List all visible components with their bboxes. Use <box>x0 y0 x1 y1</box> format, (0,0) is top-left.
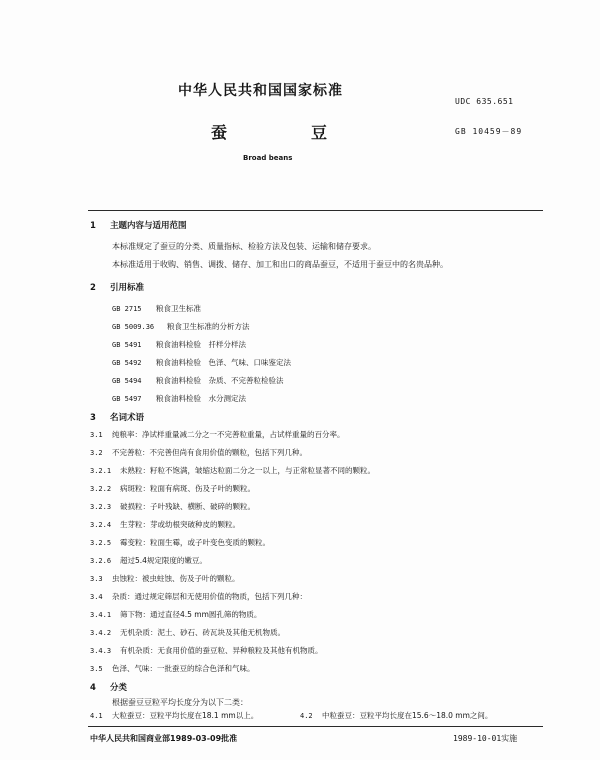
reference-item <box>112 321 250 332</box>
term-text: 杂质：通过规定筛层和无使用价值的物质，包括下列几种： <box>112 592 307 601</box>
term-number: 3.2 <box>90 449 103 457</box>
term-text: 未熟粒：籽粒不饱满，皱缩达粒面二分之一以上，与正常粒显著不同的颗粒。 <box>120 466 375 475</box>
term-number: 3.1 <box>90 431 103 439</box>
term-item <box>90 447 307 458</box>
term-item <box>90 573 240 584</box>
term-item <box>90 663 255 674</box>
title-char-1: 蚕 <box>211 123 228 142</box>
term-item <box>90 591 307 602</box>
ref-code: GB 5492 <box>112 359 142 367</box>
reference-item <box>112 393 246 404</box>
paragraph: 根据蚕豆豆粒平均长度分为以下二类： <box>112 698 248 707</box>
english-title: Broad beans <box>243 154 293 162</box>
ref-title: 粮食油料检验 扦样分样法 <box>156 340 246 349</box>
reference-item <box>112 303 201 314</box>
section-title: 分类 <box>110 683 128 693</box>
class-item <box>90 710 258 721</box>
reference-item <box>112 339 246 350</box>
term-text: 破损粒：子叶残缺、横断、破碎的颗粒。 <box>120 502 255 511</box>
section-number: 4 <box>90 683 96 693</box>
class-number: 4.2 <box>300 712 313 720</box>
term-number: 3.4.2 <box>90 629 112 637</box>
term-number: 3.4.1 <box>90 611 112 619</box>
term-item <box>90 645 323 656</box>
term-text: 病斑粒：粒面有病斑、伤及子叶的颗粒。 <box>120 484 255 493</box>
paragraph: 本标准适用于收购、销售、调拨、储存、加工和出口的商品蚕豆，不适用于蚕豆中的名贵品种。 <box>112 260 448 269</box>
section-3-heading <box>90 411 144 423</box>
term-text: 纯粮率：净试样重量减二分之一不完善粒重量，占试样重量的百分率。 <box>112 430 345 439</box>
udc-code: UDC 635.651 <box>455 97 514 106</box>
term-number: 3.2.3 <box>90 503 112 511</box>
section-number: 1 <box>90 221 96 231</box>
standard-org-title: 中华人民共和国国家标准 <box>178 83 343 99</box>
section-2-heading <box>90 281 144 293</box>
term-item <box>90 519 240 530</box>
term-item <box>90 483 255 494</box>
class-item <box>300 710 492 721</box>
term-text: 无机杂质：泥土、砂石、砖瓦块及其他无机物质。 <box>120 628 285 637</box>
section-number: 2 <box>90 283 96 293</box>
term-item <box>90 609 261 620</box>
ref-code: GB 5491 <box>112 341 142 349</box>
section-title: 主题内容与适用范围 <box>110 221 187 231</box>
ref-title: 粮食油料检验 杂质、不完善粒检验法 <box>156 376 284 385</box>
term-number: 3.5 <box>90 665 103 673</box>
footer-divider <box>88 726 543 727</box>
ref-code: GB 5494 <box>112 377 142 385</box>
ref-code: GB 5009.36 <box>112 323 155 331</box>
term-item <box>90 429 345 440</box>
term-text: 有机杂质：无食用价值的蚕豆粒、异种粮粒及其他有机物质。 <box>120 646 323 655</box>
paragraph: 本标准规定了蚕豆的分类、质量指标、检验方法及包装、运输和储存要求。 <box>112 242 376 251</box>
ref-title: 粮食油料检验 水分测定法 <box>156 394 246 403</box>
header-divider <box>88 210 543 211</box>
term-text: 不完善粒：不完善但尚有食用价值的颗粒，包括下列几种。 <box>112 448 307 457</box>
ref-title: 粮食油料检验 色泽、气味、口味鉴定法 <box>156 358 291 367</box>
term-number: 3.2.4 <box>90 521 112 529</box>
term-number: 3.3 <box>90 575 103 583</box>
term-number: 3.2.2 <box>90 485 112 493</box>
reference-item <box>112 375 284 386</box>
term-text: 霉变粒：粒面生霉，或子叶变色变质的颗粒。 <box>120 538 270 547</box>
ref-title: 粮食卫生标准 <box>156 304 201 313</box>
term-text: 筛下物：通过直径4.5 mm圆孔筛的物质。 <box>120 610 262 619</box>
term-number: 3.4 <box>90 593 103 601</box>
ref-code: GB 5497 <box>112 395 142 403</box>
term-text: 超过5.4规定限度的嫩豆。 <box>120 556 207 565</box>
section-4-heading <box>90 681 127 693</box>
class-text: 中粒蚕豆：豆粒平均长度在15.6～18.0 mm之间。 <box>322 711 493 720</box>
section-number: 3 <box>90 413 96 423</box>
term-text: 虫蚀粒：被虫蛀蚀、伤及子叶的颗粒。 <box>112 574 240 583</box>
section-1-heading <box>90 219 187 231</box>
class-number: 4.1 <box>90 712 103 720</box>
term-number: 3.2.6 <box>90 557 112 565</box>
title-char-2: 豆 <box>311 123 328 142</box>
section-title: 引用标准 <box>110 283 145 293</box>
class-text: 大粒蚕豆：豆粒平均长度在18.1 mm以上。 <box>112 711 259 720</box>
section-title: 名词术语 <box>110 413 145 423</box>
term-text: 色泽、气味：一批蚕豆的综合色泽和气味。 <box>112 664 255 673</box>
term-number: 3.2.1 <box>90 467 112 475</box>
gb-number: GB 10459－89 <box>455 127 523 136</box>
term-item <box>90 501 255 512</box>
term-text: 生芽粒：芽或幼根突破种皮的颗粒。 <box>120 520 240 529</box>
term-item <box>90 537 270 548</box>
term-item <box>90 627 285 638</box>
term-item <box>90 465 375 476</box>
effective-date: 1989-10-01实施 <box>453 734 518 743</box>
term-number: 3.4.3 <box>90 647 112 655</box>
term-number: 3.2.5 <box>90 539 112 547</box>
term-item <box>90 555 207 566</box>
approval-note: 中华人民共和国商业部1989-03-09批准 <box>90 734 238 743</box>
ref-title: 粮食卫生标准的分析方法 <box>167 322 250 331</box>
ref-code: GB 2715 <box>112 305 142 313</box>
reference-item <box>112 357 291 368</box>
